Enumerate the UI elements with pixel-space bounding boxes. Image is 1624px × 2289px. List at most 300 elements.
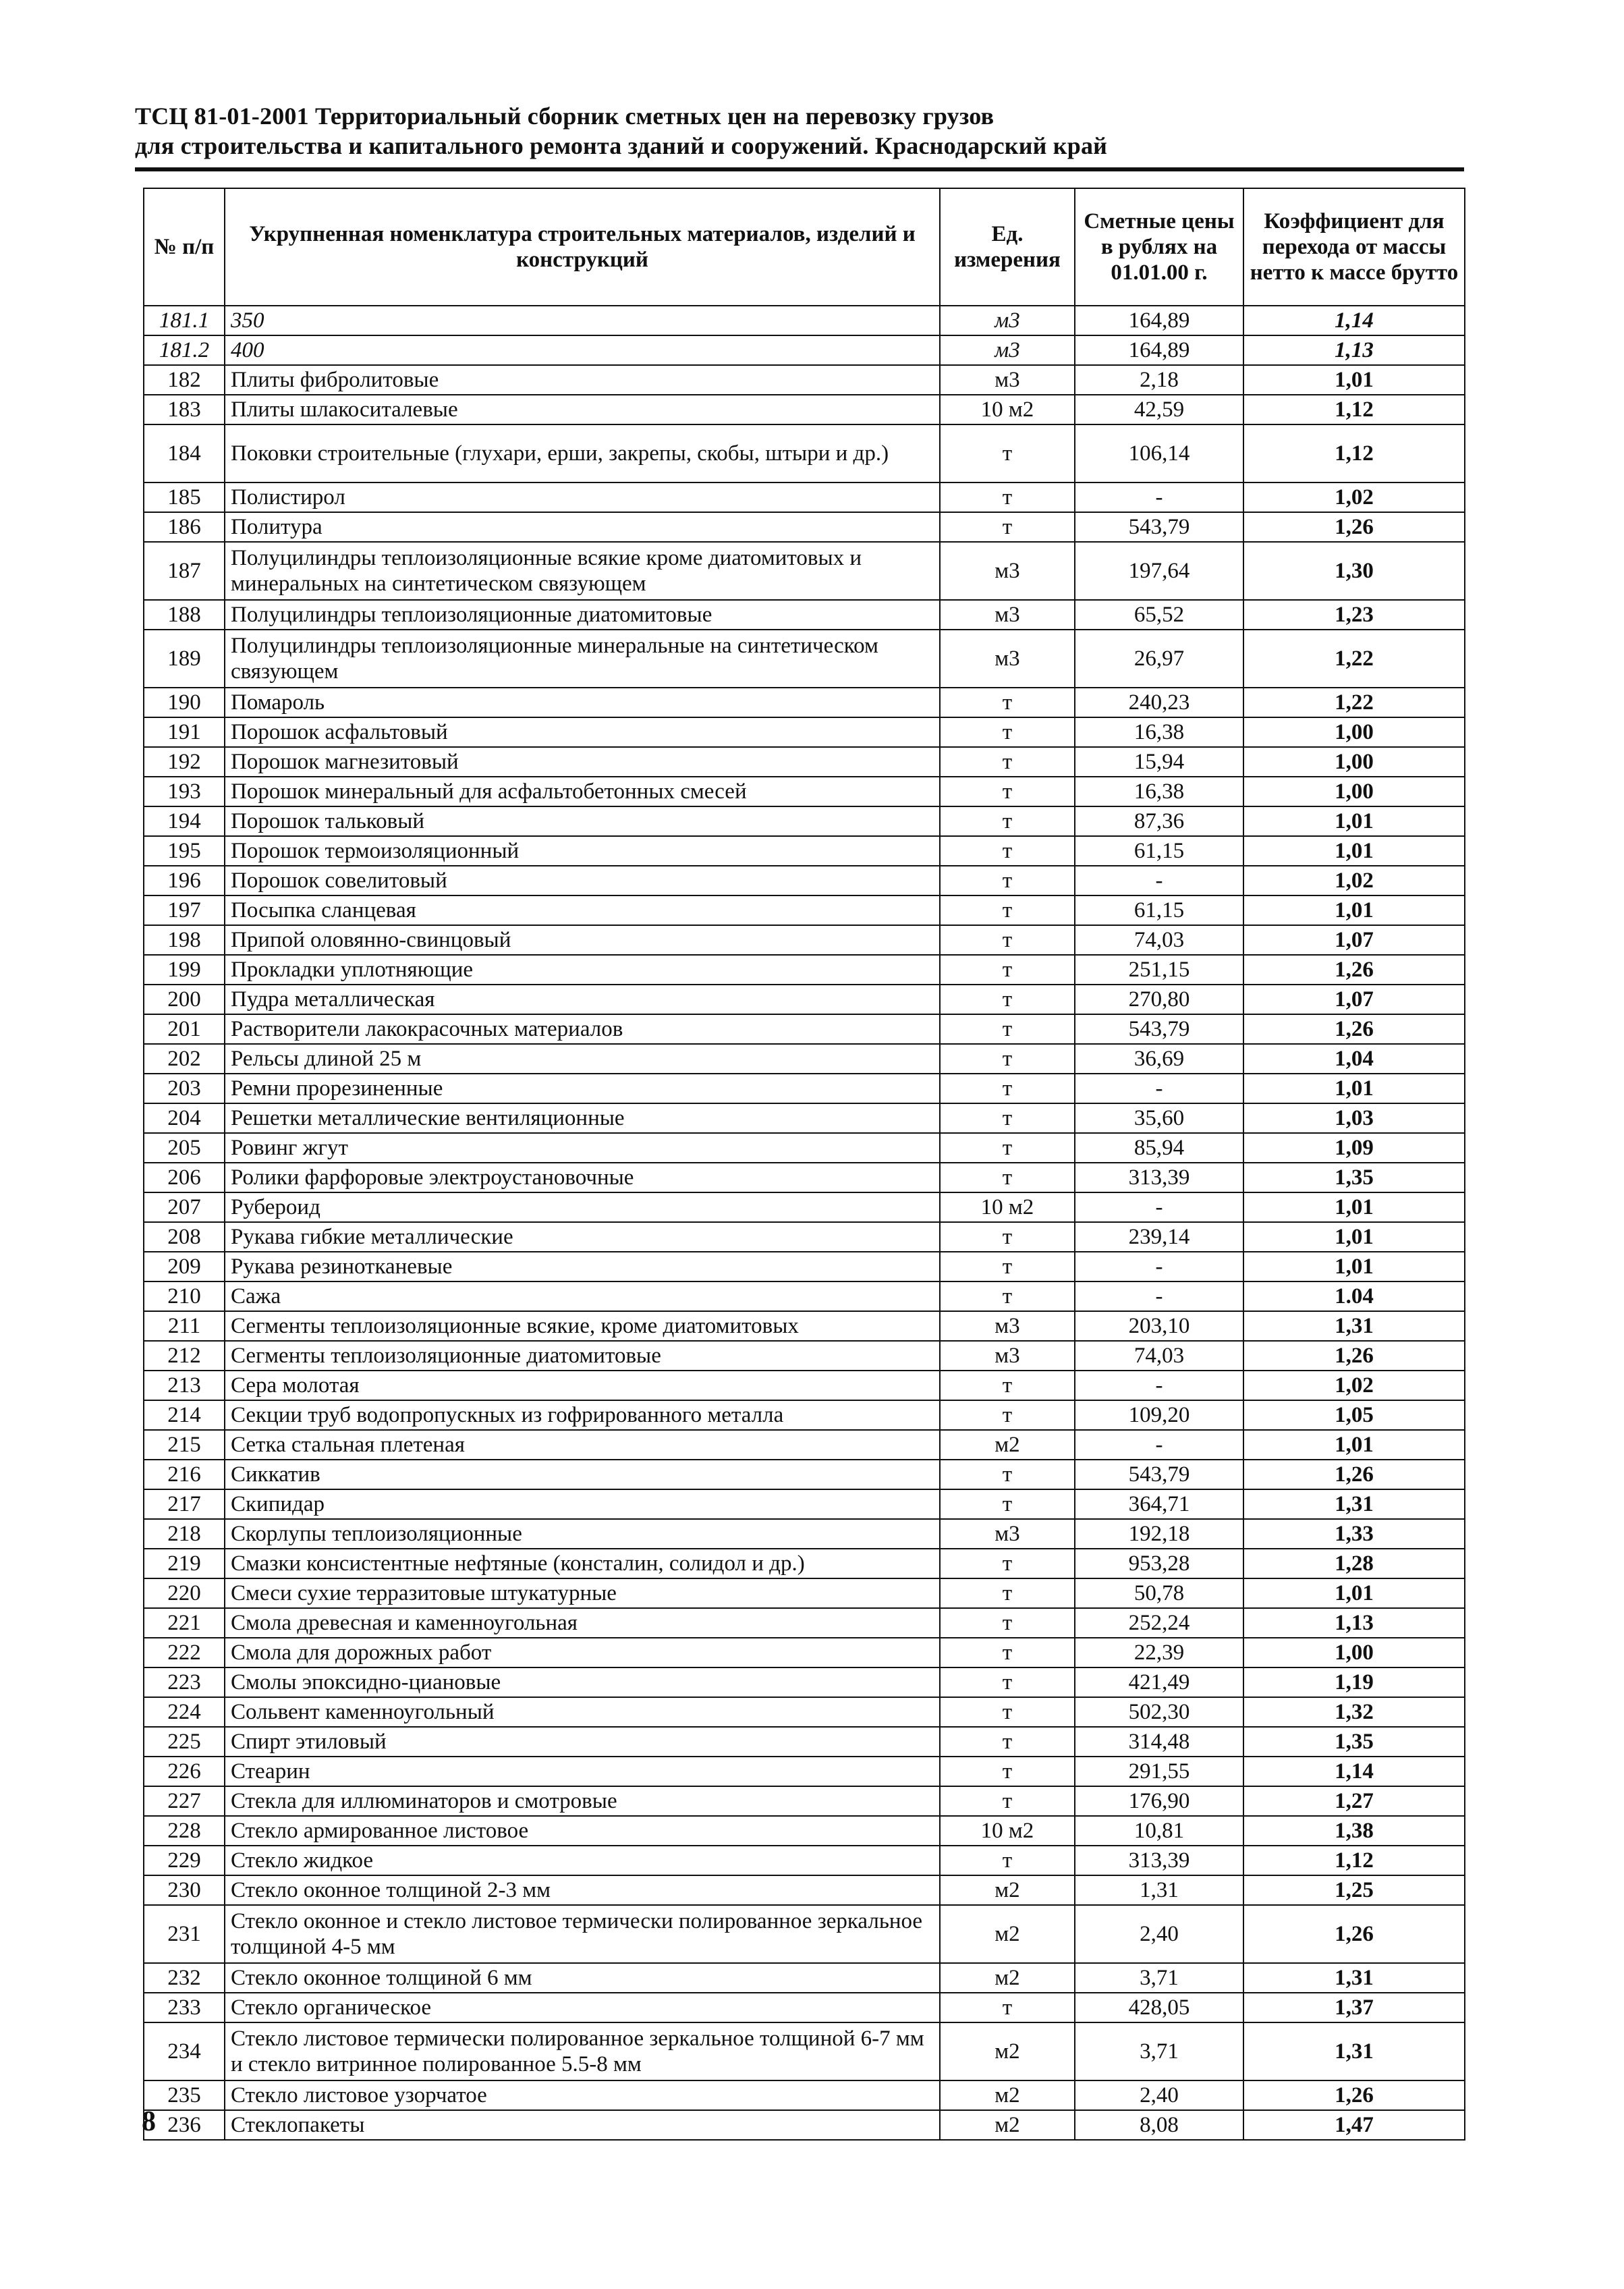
cell-unit: м2 xyxy=(940,1905,1075,1963)
cell-coefficient: 1,38 xyxy=(1243,1816,1465,1846)
cell-coefficient: 1,02 xyxy=(1243,1371,1465,1400)
cell-coefficient: 1,01 xyxy=(1243,1430,1465,1460)
column-header-number: № п/п xyxy=(144,188,225,306)
cell-number: 222 xyxy=(144,1638,225,1667)
table-row xyxy=(144,1489,1465,1519)
cell-price: 364,71 xyxy=(1075,1489,1243,1519)
document-header xyxy=(135,101,1464,161)
cell-number: 211 xyxy=(144,1311,225,1341)
column-header-unit: Ед. измерения xyxy=(940,188,1075,306)
cell-coefficient: 1,27 xyxy=(1243,1786,1465,1816)
cell-price: 8,08 xyxy=(1075,2110,1243,2140)
cell-coefficient: 1,22 xyxy=(1243,630,1465,688)
table-row xyxy=(144,512,1465,542)
cell-number: 229 xyxy=(144,1846,225,1875)
cell-unit: т xyxy=(940,717,1075,747)
cell-price: 502,30 xyxy=(1075,1697,1243,1727)
table-row xyxy=(144,1311,1465,1341)
cell-unit: т xyxy=(940,1044,1075,1074)
cell-coefficient: 1,05 xyxy=(1243,1400,1465,1430)
cell-price: 42,59 xyxy=(1075,395,1243,424)
table-row xyxy=(144,1163,1465,1192)
cell-coefficient: 1,31 xyxy=(1243,2022,1465,2080)
cell-number: 190 xyxy=(144,688,225,717)
cell-name: Секции труб водопропускных из гофрированного металла xyxy=(225,1400,940,1430)
table-row xyxy=(144,1103,1465,1133)
cell-unit: м2 xyxy=(940,1875,1075,1905)
cell-name: Полуцилиндры теплоизоляционные минеральные на синтетическом связующем xyxy=(225,630,940,688)
cell-price: 106,14 xyxy=(1075,424,1243,482)
table-row xyxy=(144,365,1465,395)
cell-name: Стеарин xyxy=(225,1757,940,1786)
cell-name: Помароль xyxy=(225,688,940,717)
cell-number: 202 xyxy=(144,1044,225,1074)
cell-coefficient: 1,02 xyxy=(1243,866,1465,895)
column-header-price: Сметные цены в рублях на 01.01.00 г. xyxy=(1075,188,1243,306)
cell-name: Полуцилиндры теплоизоляционные всякие кроме диатомитовых и минеральных на синтетическом связующем xyxy=(225,542,940,600)
cell-number: 206 xyxy=(144,1163,225,1192)
table-row xyxy=(144,1074,1465,1103)
cell-price: 16,38 xyxy=(1075,777,1243,806)
cell-price: 109,20 xyxy=(1075,1400,1243,1430)
cell-name: Порошок совелитовый xyxy=(225,866,940,895)
cell-price: - xyxy=(1075,1430,1243,1460)
table-row xyxy=(144,424,1465,482)
cell-unit: м3 xyxy=(940,630,1075,688)
cell-price: - xyxy=(1075,866,1243,895)
cell-number: 218 xyxy=(144,1519,225,1549)
cell-number: 181.1 xyxy=(144,306,225,335)
cell-unit: м3 xyxy=(940,365,1075,395)
cell-coefficient: 1.04 xyxy=(1243,1281,1465,1311)
cell-number: 231 xyxy=(144,1905,225,1963)
cell-name: Сегменты теплоизоляционные всякие, кроме диатомитовых xyxy=(225,1311,940,1341)
cell-price: 203,10 xyxy=(1075,1311,1243,1341)
cell-price: 15,94 xyxy=(1075,747,1243,777)
cell-number: 219 xyxy=(144,1549,225,1578)
cell-unit: т xyxy=(940,1103,1075,1133)
header-title-line-2: для строительства и капитального ремонта зданий и сооружений. Краснодарский край xyxy=(135,132,1108,159)
column-header-coefficient: Коэффициент для перехода от массы нетто к массе брутто xyxy=(1243,188,1465,306)
cell-price: 26,97 xyxy=(1075,630,1243,688)
cell-number: 214 xyxy=(144,1400,225,1430)
table-row xyxy=(144,1549,1465,1578)
cell-name: Смола для дорожных работ xyxy=(225,1638,940,1667)
cell-coefficient: 1,00 xyxy=(1243,747,1465,777)
cell-number: 200 xyxy=(144,985,225,1014)
cell-unit: 10 м2 xyxy=(940,1192,1075,1222)
cell-price: 239,14 xyxy=(1075,1222,1243,1252)
cell-unit: 10 м2 xyxy=(940,395,1075,424)
cell-name: Прокладки уплотняющие xyxy=(225,955,940,985)
cell-price: 543,79 xyxy=(1075,1014,1243,1044)
cell-number: 220 xyxy=(144,1578,225,1608)
cell-unit: м2 xyxy=(940,1963,1075,1993)
table-row xyxy=(144,1519,1465,1549)
cell-name: Смеси сухие терразитовые штукатурные xyxy=(225,1578,940,1608)
table-row xyxy=(144,1875,1465,1905)
table-row xyxy=(144,717,1465,747)
cell-number: 187 xyxy=(144,542,225,600)
table-row xyxy=(144,925,1465,955)
table-row xyxy=(144,688,1465,717)
cell-price: 2,18 xyxy=(1075,365,1243,395)
cell-price: 164,89 xyxy=(1075,335,1243,365)
table-row xyxy=(144,395,1465,424)
cell-coefficient: 1,31 xyxy=(1243,1489,1465,1519)
cell-number: 189 xyxy=(144,630,225,688)
cell-unit: т xyxy=(940,747,1075,777)
table-row xyxy=(144,482,1465,512)
cell-coefficient: 1,04 xyxy=(1243,1044,1465,1074)
cell-coefficient: 1,47 xyxy=(1243,2110,1465,2140)
cell-name: Сегменты теплоизоляционные диатомитовые xyxy=(225,1341,940,1371)
cell-unit: т xyxy=(940,1667,1075,1697)
table-row xyxy=(144,747,1465,777)
cell-coefficient: 1,01 xyxy=(1243,1252,1465,1281)
table-row xyxy=(144,1638,1465,1667)
cell-number: 181.2 xyxy=(144,335,225,365)
cell-name: Ровинг жгут xyxy=(225,1133,940,1163)
cell-number: 203 xyxy=(144,1074,225,1103)
table-row xyxy=(144,985,1465,1014)
cell-name: Полуцилиндры теплоизоляционные диатомитовые xyxy=(225,600,940,630)
cell-price: 61,15 xyxy=(1075,895,1243,925)
cell-number: 183 xyxy=(144,395,225,424)
cell-unit: м3 xyxy=(940,306,1075,335)
cell-unit: т xyxy=(940,806,1075,836)
cell-price: 10,81 xyxy=(1075,1816,1243,1846)
cell-name: Растворители лакокрасочных материалов xyxy=(225,1014,940,1044)
cell-price: - xyxy=(1075,1371,1243,1400)
cell-name: Стекло жидкое xyxy=(225,1846,940,1875)
table-row xyxy=(144,1222,1465,1252)
cell-price: 291,55 xyxy=(1075,1757,1243,1786)
cell-coefficient: 1,07 xyxy=(1243,985,1465,1014)
cell-name: Плиты шлакоситалевые xyxy=(225,395,940,424)
header-rule xyxy=(135,167,1464,171)
cell-name: Посыпка сланцевая xyxy=(225,895,940,925)
cell-number: 215 xyxy=(144,1430,225,1460)
cell-number: 212 xyxy=(144,1341,225,1371)
cell-coefficient: 1,01 xyxy=(1243,806,1465,836)
table-row xyxy=(144,1786,1465,1816)
cell-coefficient: 1,07 xyxy=(1243,925,1465,955)
cell-coefficient: 1,31 xyxy=(1243,1963,1465,1993)
cell-unit: т xyxy=(940,1133,1075,1163)
cell-name: Стекло оконное толщиной 6 мм xyxy=(225,1963,940,1993)
cell-unit: т xyxy=(940,866,1075,895)
cell-unit: т xyxy=(940,1222,1075,1252)
cell-name: Стекло листовое узорчатое xyxy=(225,2080,940,2110)
cell-coefficient: 1,00 xyxy=(1243,1638,1465,1667)
cell-price: 36,69 xyxy=(1075,1044,1243,1074)
table-row xyxy=(144,2022,1465,2080)
cell-unit: т xyxy=(940,1993,1075,2022)
table-row xyxy=(144,1460,1465,1489)
cell-number: 208 xyxy=(144,1222,225,1252)
cell-name: Стеклопакеты xyxy=(225,2110,940,2140)
table-row xyxy=(144,335,1465,365)
table-row xyxy=(144,1608,1465,1638)
cell-coefficient: 1,35 xyxy=(1243,1163,1465,1192)
cell-unit: т xyxy=(940,1757,1075,1786)
cell-coefficient: 1,00 xyxy=(1243,777,1465,806)
cell-unit: т xyxy=(940,1074,1075,1103)
cell-unit: м3 xyxy=(940,600,1075,630)
cell-unit: м3 xyxy=(940,335,1075,365)
table-row xyxy=(144,2110,1465,2140)
cell-number: 236 xyxy=(144,2110,225,2140)
cell-name: Решетки металлические вентиляционные xyxy=(225,1103,940,1133)
cell-coefficient: 1,01 xyxy=(1243,1578,1465,1608)
cell-number: 182 xyxy=(144,365,225,395)
table-row xyxy=(144,1816,1465,1846)
cell-number: 198 xyxy=(144,925,225,955)
cell-name: Стекло оконное толщиной 2-3 мм xyxy=(225,1875,940,1905)
cell-coefficient: 1,12 xyxy=(1243,395,1465,424)
cell-name: Стекло листовое термически полированное зеркальное толщиной 6-7 мм и стекло витринное полированное 5.5-8 мм xyxy=(225,2022,940,2080)
table-row xyxy=(144,1905,1465,1963)
table-row xyxy=(144,1578,1465,1608)
cell-name: Порошок минеральный для асфальтобетонных смесей xyxy=(225,777,940,806)
cell-price: 65,52 xyxy=(1075,600,1243,630)
table-row xyxy=(144,895,1465,925)
cell-number: 204 xyxy=(144,1103,225,1133)
cell-number: 221 xyxy=(144,1608,225,1638)
table-row xyxy=(144,1727,1465,1757)
cell-coefficient: 1,23 xyxy=(1243,600,1465,630)
table-row xyxy=(144,1014,1465,1044)
table-row xyxy=(144,1133,1465,1163)
cell-price: 16,38 xyxy=(1075,717,1243,747)
cell-unit: м2 xyxy=(940,2080,1075,2110)
table-row xyxy=(144,866,1465,895)
cell-price: - xyxy=(1075,482,1243,512)
cell-coefficient: 1,01 xyxy=(1243,365,1465,395)
cell-price: - xyxy=(1075,1281,1243,1311)
table-row xyxy=(144,306,1465,335)
cell-unit: т xyxy=(940,1489,1075,1519)
header-title-line-1: ТСЦ 81-01-2001 Территориальный сборник сметных цен на перевозку грузов xyxy=(135,103,995,130)
cell-price: 251,15 xyxy=(1075,955,1243,985)
cell-unit: т xyxy=(940,1014,1075,1044)
cell-name: Порошок магнезитовый xyxy=(225,747,940,777)
cell-number: 195 xyxy=(144,836,225,866)
cell-price: 313,39 xyxy=(1075,1163,1243,1192)
cell-name: Рубероид xyxy=(225,1192,940,1222)
cell-price: 313,39 xyxy=(1075,1846,1243,1875)
cell-name: Скипидар xyxy=(225,1489,940,1519)
price-table xyxy=(143,188,1465,2141)
cell-name: Сетка стальная плетеная xyxy=(225,1430,940,1460)
cell-price: 953,28 xyxy=(1075,1549,1243,1578)
table-row xyxy=(144,777,1465,806)
table-row xyxy=(144,1430,1465,1460)
cell-number: 201 xyxy=(144,1014,225,1044)
cell-name: Ролики фарфоровые электроустановочные xyxy=(225,1163,940,1192)
cell-name: Стекло армированное листовое xyxy=(225,1816,940,1846)
cell-coefficient: 1,14 xyxy=(1243,1757,1465,1786)
cell-name: Смолы эпоксидно-циановые xyxy=(225,1667,940,1697)
cell-name: Смола древесная и каменноугольная xyxy=(225,1608,940,1638)
cell-price: 176,90 xyxy=(1075,1786,1243,1816)
cell-price: 1,31 xyxy=(1075,1875,1243,1905)
cell-number: 228 xyxy=(144,1816,225,1846)
cell-coefficient: 1,13 xyxy=(1243,335,1465,365)
cell-price: 252,24 xyxy=(1075,1608,1243,1638)
table-row xyxy=(144,1371,1465,1400)
cell-number: 224 xyxy=(144,1697,225,1727)
cell-coefficient: 1,12 xyxy=(1243,424,1465,482)
cell-unit: м2 xyxy=(940,2022,1075,2080)
cell-coefficient: 1,37 xyxy=(1243,1993,1465,2022)
cell-name: Скорлупы теплоизоляционные xyxy=(225,1519,940,1549)
cell-coefficient: 1,31 xyxy=(1243,1311,1465,1341)
cell-unit: 10 м2 xyxy=(940,1816,1075,1846)
cell-price: 35,60 xyxy=(1075,1103,1243,1133)
cell-name: Поковки строительные (глухари, ерши, закрепы, скобы, штыри и др.) xyxy=(225,424,940,482)
cell-name: Сера молотая xyxy=(225,1371,940,1400)
cell-number: 191 xyxy=(144,717,225,747)
cell-number: 197 xyxy=(144,895,225,925)
cell-unit: м3 xyxy=(940,1311,1075,1341)
cell-unit: м2 xyxy=(940,1430,1075,1460)
cell-coefficient: 1,03 xyxy=(1243,1103,1465,1133)
cell-coefficient: 1,26 xyxy=(1243,1460,1465,1489)
cell-number: 226 xyxy=(144,1757,225,1786)
cell-coefficient: 1,01 xyxy=(1243,1192,1465,1222)
cell-unit: т xyxy=(940,1400,1075,1430)
cell-coefficient: 1,25 xyxy=(1243,1875,1465,1905)
table-row xyxy=(144,1252,1465,1281)
cell-coefficient: 1,01 xyxy=(1243,1074,1465,1103)
cell-name: Сажа xyxy=(225,1281,940,1311)
cell-unit: т xyxy=(940,836,1075,866)
cell-unit: т xyxy=(940,1578,1075,1608)
cell-unit: т xyxy=(940,1163,1075,1192)
cell-unit: м3 xyxy=(940,1519,1075,1549)
cell-price: 192,18 xyxy=(1075,1519,1243,1549)
cell-name: 350 xyxy=(225,306,940,335)
cell-price: 314,48 xyxy=(1075,1727,1243,1757)
cell-number: 213 xyxy=(144,1371,225,1400)
table-row xyxy=(144,1044,1465,1074)
cell-name: Стекло оконное и стекло листовое термически полированное зеркальное толщиной 4-5 мм xyxy=(225,1905,940,1963)
cell-price: 3,71 xyxy=(1075,2022,1243,2080)
cell-price: - xyxy=(1075,1252,1243,1281)
cell-name: Спирт этиловый xyxy=(225,1727,940,1757)
cell-unit: т xyxy=(940,482,1075,512)
cell-unit: т xyxy=(940,1786,1075,1816)
cell-price: 421,49 xyxy=(1075,1667,1243,1697)
table-row xyxy=(144,1667,1465,1697)
cell-coefficient: 1,22 xyxy=(1243,688,1465,717)
cell-name: Рукава резинотканевые xyxy=(225,1252,940,1281)
cell-coefficient: 1,01 xyxy=(1243,895,1465,925)
cell-price: 74,03 xyxy=(1075,1341,1243,1371)
cell-unit: т xyxy=(940,1697,1075,1727)
cell-number: 188 xyxy=(144,600,225,630)
table-row xyxy=(144,1846,1465,1875)
cell-price: 3,71 xyxy=(1075,1963,1243,1993)
cell-number: 223 xyxy=(144,1667,225,1697)
cell-coefficient: 1,26 xyxy=(1243,955,1465,985)
cell-name: Порошок термоизоляционный xyxy=(225,836,940,866)
cell-price: 164,89 xyxy=(1075,306,1243,335)
cell-price: 2,40 xyxy=(1075,2080,1243,2110)
cell-unit: т xyxy=(940,777,1075,806)
cell-unit: т xyxy=(940,1846,1075,1875)
cell-unit: т xyxy=(940,955,1075,985)
cell-number: 230 xyxy=(144,1875,225,1905)
cell-name: Сиккатив xyxy=(225,1460,940,1489)
cell-price: 197,64 xyxy=(1075,542,1243,600)
table-row xyxy=(144,542,1465,600)
cell-price: 2,40 xyxy=(1075,1905,1243,1963)
cell-unit: т xyxy=(940,1608,1075,1638)
table-row xyxy=(144,2080,1465,2110)
cell-price: 74,03 xyxy=(1075,925,1243,955)
cell-coefficient: 1,02 xyxy=(1243,482,1465,512)
cell-name: Рукава гибкие металлические xyxy=(225,1222,940,1252)
cell-coefficient: 1,26 xyxy=(1243,1341,1465,1371)
cell-unit: т xyxy=(940,895,1075,925)
table-row xyxy=(144,1757,1465,1786)
table-row xyxy=(144,806,1465,836)
cell-price: 543,79 xyxy=(1075,1460,1243,1489)
cell-coefficient: 1,26 xyxy=(1243,2080,1465,2110)
cell-name: Рельсы длиной 25 м xyxy=(225,1044,940,1074)
cell-name: Ремни прорезиненные xyxy=(225,1074,940,1103)
cell-coefficient: 1,12 xyxy=(1243,1846,1465,1875)
cell-unit: т xyxy=(940,1460,1075,1489)
table-row xyxy=(144,1192,1465,1222)
cell-name: Сольвент каменноугольный xyxy=(225,1697,940,1727)
cell-unit: т xyxy=(940,1727,1075,1757)
table-row xyxy=(144,836,1465,866)
cell-unit: т xyxy=(940,1252,1075,1281)
cell-coefficient: 1,26 xyxy=(1243,1014,1465,1044)
cell-unit: т xyxy=(940,1371,1075,1400)
cell-name: Припой оловянно-свинцовый xyxy=(225,925,940,955)
cell-number: 225 xyxy=(144,1727,225,1757)
cell-name: 400 xyxy=(225,335,940,365)
cell-name: Полистирол xyxy=(225,482,940,512)
cell-unit: м3 xyxy=(940,542,1075,600)
cell-price: 50,78 xyxy=(1075,1578,1243,1608)
cell-unit: т xyxy=(940,688,1075,717)
cell-name: Политура xyxy=(225,512,940,542)
cell-number: 235 xyxy=(144,2080,225,2110)
cell-price: 428,05 xyxy=(1075,1993,1243,2022)
cell-price: - xyxy=(1075,1074,1243,1103)
cell-unit: м2 xyxy=(940,2110,1075,2140)
page-number: 8 xyxy=(142,2106,156,2137)
cell-number: 192 xyxy=(144,747,225,777)
cell-coefficient: 1,33 xyxy=(1243,1519,1465,1549)
cell-price: 87,36 xyxy=(1075,806,1243,836)
cell-number: 196 xyxy=(144,866,225,895)
cell-unit: т xyxy=(940,1638,1075,1667)
table-row xyxy=(144,1341,1465,1371)
table-row xyxy=(144,630,1465,688)
cell-price: 22,39 xyxy=(1075,1638,1243,1667)
cell-number: 216 xyxy=(144,1460,225,1489)
cell-unit: т xyxy=(940,1549,1075,1578)
cell-number: 194 xyxy=(144,806,225,836)
cell-number: 232 xyxy=(144,1963,225,1993)
